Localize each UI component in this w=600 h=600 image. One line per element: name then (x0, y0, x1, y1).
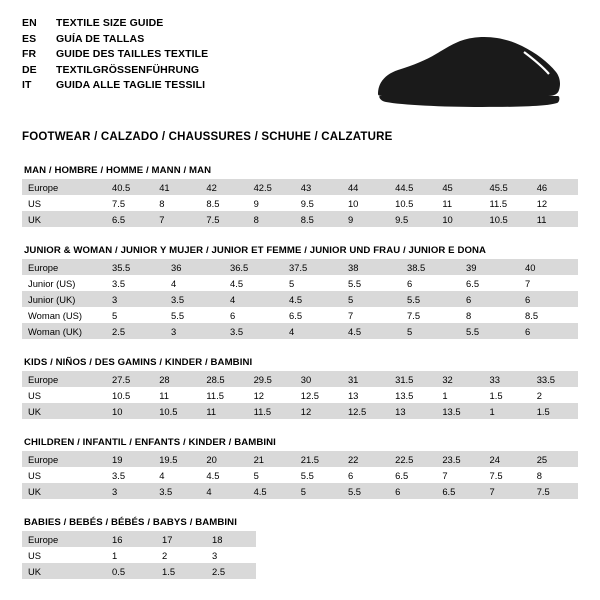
language-title: TEXTILGRÖSSENFÜHRUNG (56, 63, 200, 76)
size-cell: 25 (531, 451, 578, 467)
size-cell: 35.5 (106, 259, 165, 275)
size-group-man (22, 165, 578, 227)
size-cell: 44.5 (389, 179, 436, 195)
size-cell: 29.5 (248, 371, 295, 387)
table-row (22, 451, 578, 467)
language-code: IT (22, 79, 32, 91)
size-cell: 7.5 (484, 467, 531, 483)
size-cell: 9.5 (389, 211, 436, 227)
size-cell: 11 (153, 387, 200, 403)
row-label: Europe (22, 451, 106, 467)
size-cell: 12 (295, 403, 342, 419)
size-cell: 17 (156, 531, 206, 547)
size-cell: 19.5 (153, 451, 200, 467)
row-label: US (22, 467, 106, 483)
row-label: Europe (22, 531, 106, 547)
size-cell: 32 (436, 371, 483, 387)
size-cell: 30 (295, 371, 342, 387)
size-cell: 12 (531, 195, 578, 211)
size-cell: 7 (342, 307, 401, 323)
size-cell: 27.5 (106, 371, 153, 387)
size-group-title: CHILDREN / INFANTIL / ENFANTS / KINDER / BAMBINI (24, 437, 276, 448)
size-cell: 5 (283, 275, 342, 291)
table-row (22, 179, 578, 195)
size-cell: 6 (460, 291, 519, 307)
size-cell: 5 (295, 483, 342, 499)
table-row (22, 467, 578, 483)
size-cell: 7.5 (200, 211, 247, 227)
table-row (22, 483, 578, 499)
size-cell: 1.5 (156, 563, 206, 579)
size-cell: 3.5 (106, 467, 153, 483)
row-label: Woman (UK) (22, 323, 106, 339)
size-cell: 40.5 (106, 179, 153, 195)
size-cell: 22 (342, 451, 389, 467)
size-cell: 37.5 (283, 259, 342, 275)
size-cell: 21.5 (295, 451, 342, 467)
size-cell: 1.5 (531, 403, 578, 419)
size-cell: 7.5 (531, 483, 578, 499)
size-cell: 8 (531, 467, 578, 483)
language-code: ES (22, 32, 37, 45)
size-cell: 4.5 (248, 483, 295, 499)
size-cell: 5.5 (460, 323, 519, 339)
size-cell: 10.5 (153, 403, 200, 419)
size-cell: 2.5 (106, 323, 165, 339)
language-code: DE (22, 63, 37, 76)
language-title: GUIDE DES TAILLES TEXTILE (56, 48, 209, 60)
size-cell: 40 (519, 259, 578, 275)
row-label: Woman (US) (22, 307, 106, 323)
size-cell: 28.5 (200, 371, 247, 387)
row-label: Junior (US) (22, 275, 106, 291)
language-title: GUÍA DE TALLAS (56, 32, 145, 45)
size-cell: 6 (519, 323, 578, 339)
size-cell: 46 (531, 179, 578, 195)
size-cell: 4.5 (200, 467, 247, 483)
size-table (22, 451, 578, 499)
row-label: UK (22, 403, 106, 419)
size-cell: 0.5 (106, 563, 156, 579)
row-label: Europe (22, 371, 106, 387)
table-row (22, 531, 256, 547)
size-cell: 6.5 (283, 307, 342, 323)
table-row (22, 547, 256, 563)
size-cell: 10 (106, 403, 153, 419)
size-cell: 1 (106, 547, 156, 563)
size-cell: 31.5 (389, 371, 436, 387)
size-cell: 10 (342, 195, 389, 211)
size-cell: 45 (436, 179, 483, 195)
size-cell: 42.5 (248, 179, 295, 195)
size-cell: 44 (342, 179, 389, 195)
size-cell: 2.5 (206, 563, 256, 579)
size-cell: 5.5 (295, 467, 342, 483)
size-cell: 5 (248, 467, 295, 483)
size-cell: 7 (519, 275, 578, 291)
row-label: Europe (22, 179, 106, 195)
size-cell: 10.5 (389, 195, 436, 211)
size-cell: 7.5 (401, 307, 460, 323)
size-cell: 7 (484, 483, 531, 499)
size-cell: 1.5 (484, 387, 531, 403)
size-cell: 18 (206, 531, 256, 547)
document-header (22, 14, 578, 115)
language-title: TEXTILE SIZE GUIDE (56, 17, 164, 29)
size-cell: 41 (153, 179, 200, 195)
size-cell: 10.5 (484, 211, 531, 227)
size-cell: 31 (342, 371, 389, 387)
size-cell: 9 (342, 211, 389, 227)
size-cell: 10.5 (106, 387, 153, 403)
size-cell: 3.5 (106, 275, 165, 291)
table-row (22, 195, 578, 211)
size-cell: 11.5 (200, 387, 247, 403)
size-tables (22, 165, 578, 579)
size-cell: 7.5 (106, 195, 153, 211)
size-group-babies (22, 517, 578, 579)
size-cell: 13 (342, 387, 389, 403)
size-cell: 8 (248, 211, 295, 227)
size-cell: 23.5 (436, 451, 483, 467)
size-cell: 4.5 (342, 323, 401, 339)
size-cell: 1 (436, 387, 483, 403)
size-cell: 39 (460, 259, 519, 275)
size-cell: 6 (224, 307, 283, 323)
size-cell: 12.5 (295, 387, 342, 403)
size-cell: 11 (436, 195, 483, 211)
table-row (22, 307, 578, 323)
size-cell: 3 (106, 291, 165, 307)
size-cell: 5.5 (342, 483, 389, 499)
size-table (22, 259, 578, 339)
row-label: Europe (22, 259, 106, 275)
size-cell: 3.5 (165, 291, 224, 307)
size-cell: 1 (484, 403, 531, 419)
size-cell: 5.5 (342, 275, 401, 291)
size-cell: 6 (401, 275, 460, 291)
size-cell: 16 (106, 531, 156, 547)
size-cell: 9 (248, 195, 295, 211)
size-cell: 8.5 (295, 211, 342, 227)
size-cell: 5 (106, 307, 165, 323)
size-cell: 6 (342, 467, 389, 483)
size-cell: 24 (484, 451, 531, 467)
row-label: US (22, 195, 106, 211)
size-cell: 2 (531, 387, 578, 403)
size-cell: 7 (436, 467, 483, 483)
size-cell: 4.5 (224, 275, 283, 291)
table-row (22, 323, 578, 339)
row-label: UK (22, 211, 106, 227)
size-cell: 4 (165, 275, 224, 291)
size-cell: 36 (165, 259, 224, 275)
page-title: FOOTWEAR / CALZADO / CHAUSSURES / SCHUHE / CALZATURE (22, 131, 393, 143)
size-cell: 38 (342, 259, 401, 275)
size-cell: 42 (200, 179, 247, 195)
size-cell: 5 (342, 291, 401, 307)
size-cell: 13.5 (389, 387, 436, 403)
size-cell: 4.5 (283, 291, 342, 307)
size-cell: 5 (401, 323, 460, 339)
language-row (22, 32, 208, 47)
size-cell: 8.5 (200, 195, 247, 211)
table-row (22, 259, 578, 275)
size-group-title: KIDS / NIÑOS / DES GAMINS / KINDER / BAMBINI (24, 357, 253, 368)
size-cell: 6.5 (389, 467, 436, 483)
size-cell: 19 (106, 451, 153, 467)
table-row (22, 291, 578, 307)
row-label: UK (22, 483, 106, 499)
size-group-children (22, 437, 578, 499)
row-label: Junior (UK) (22, 291, 106, 307)
size-table (22, 531, 256, 579)
size-cell: 6.5 (460, 275, 519, 291)
language-title: GUIDA ALLE TAGLIE TESSILI (56, 79, 206, 91)
table-row (22, 403, 578, 419)
size-cell: 3.5 (153, 483, 200, 499)
size-cell: 45.5 (484, 179, 531, 195)
size-cell: 36.5 (224, 259, 283, 275)
size-cell: 6.5 (106, 211, 153, 227)
size-cell: 8 (460, 307, 519, 323)
size-cell: 3 (165, 323, 224, 339)
size-cell: 11.5 (248, 403, 295, 419)
size-cell: 38.5 (401, 259, 460, 275)
language-row (22, 78, 208, 93)
size-group-title: JUNIOR & WOMAN / JUNIOR Y MUJER / JUNIOR ET FEMME / JUNIOR UND FRAU / JUNIOR E DONA (24, 245, 487, 256)
table-row (22, 275, 578, 291)
size-group-title: MAN / HOMBRE / HOMME / MANN / MAN (24, 165, 212, 176)
size-cell: 5.5 (165, 307, 224, 323)
size-cell: 28 (153, 371, 200, 387)
size-cell: 8 (153, 195, 200, 211)
size-cell: 5.5 (401, 291, 460, 307)
size-cell: 4 (153, 467, 200, 483)
size-cell: 3 (206, 547, 256, 563)
size-cell: 2 (156, 547, 206, 563)
size-cell: 33 (484, 371, 531, 387)
size-cell: 12.5 (342, 403, 389, 419)
size-table (22, 371, 578, 419)
size-group-junior-woman (22, 245, 578, 339)
size-cell: 11.5 (484, 195, 531, 211)
size-cell: 13.5 (436, 403, 483, 419)
size-group-kids (22, 357, 578, 419)
size-cell: 13 (389, 403, 436, 419)
row-label: UK (22, 563, 106, 579)
size-cell: 4 (200, 483, 247, 499)
size-cell: 3.5 (224, 323, 283, 339)
size-cell: 22.5 (389, 451, 436, 467)
table-row (22, 371, 578, 387)
language-row (22, 47, 208, 62)
size-cell: 20 (200, 451, 247, 467)
language-code: FR (22, 48, 37, 60)
table-row (22, 211, 578, 227)
size-cell: 11 (200, 403, 247, 419)
language-title-list (22, 14, 208, 93)
size-cell: 11 (531, 211, 578, 227)
size-cell: 6 (389, 483, 436, 499)
size-cell: 7 (153, 211, 200, 227)
row-label: US (22, 387, 106, 403)
language-row (22, 16, 208, 31)
size-table (22, 179, 578, 227)
row-label: US (22, 547, 106, 563)
size-cell: 3 (106, 483, 153, 499)
language-code: EN (22, 17, 37, 29)
size-cell: 6 (519, 291, 578, 307)
language-row (22, 63, 208, 78)
size-cell: 12 (248, 387, 295, 403)
size-cell: 33.5 (531, 371, 578, 387)
size-cell: 43 (295, 179, 342, 195)
size-cell: 4 (283, 323, 342, 339)
dress-shoe-icon (372, 32, 562, 115)
table-row (22, 563, 256, 579)
size-cell: 8.5 (519, 307, 578, 323)
size-cell: 21 (248, 451, 295, 467)
size-cell: 9.5 (295, 195, 342, 211)
table-row (22, 387, 578, 403)
size-cell: 10 (436, 211, 483, 227)
size-group-title: BABIES / BEBÉS / BÉBÉS / BABYS / BAMBINI (24, 517, 237, 528)
size-cell: 6.5 (436, 483, 483, 499)
size-cell: 4 (224, 291, 283, 307)
